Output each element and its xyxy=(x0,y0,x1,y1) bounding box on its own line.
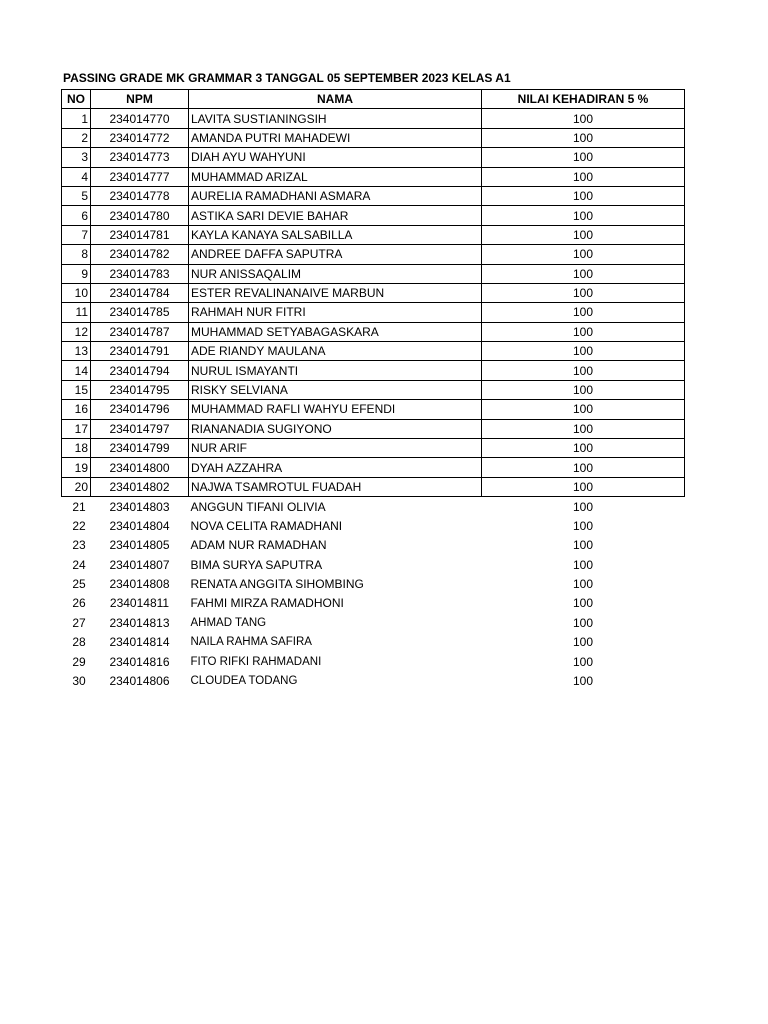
cell-nilai: 100 xyxy=(482,361,685,380)
cell-no: 24 xyxy=(72,557,86,572)
cell-nama: ADAM NUR RAMADHAN xyxy=(190,538,327,553)
cell-nilai: 100 xyxy=(572,673,594,688)
table-row xyxy=(62,652,685,671)
table-row xyxy=(62,303,685,322)
cell-no: 14 xyxy=(62,361,91,380)
table-row xyxy=(62,439,685,458)
cell-no: 10 xyxy=(62,283,91,302)
table-row xyxy=(62,342,685,361)
cell-npm: 234014811 xyxy=(109,596,170,611)
cell-no: 23 xyxy=(72,538,86,553)
cell-nama: ASTIKA SARI DEVIE BAHAR xyxy=(189,206,482,225)
cell-nama: LAVITA SUSTIANINGSIH xyxy=(189,109,482,128)
cell-no: 18 xyxy=(62,439,91,458)
table-row xyxy=(62,167,685,186)
table-row xyxy=(62,186,685,205)
cell-nilai: 100 xyxy=(572,635,594,650)
cell-npm: 234014785 xyxy=(91,303,189,322)
cell-nilai: 100 xyxy=(482,477,685,496)
cell-nilai: 100 xyxy=(482,342,685,361)
cell-nilai: 100 xyxy=(482,380,685,399)
cell-nama: RENATA ANGGITA SIHOMBING xyxy=(190,576,364,591)
cell-npm: 234014791 xyxy=(91,342,189,361)
cell-npm: 234014805 xyxy=(109,538,170,553)
cell-nama: RAHMAH NUR FITRI xyxy=(189,303,482,322)
cell-no: 13 xyxy=(62,342,91,361)
table-row xyxy=(62,361,685,380)
table-row xyxy=(62,245,685,264)
cell-npm: 234014799 xyxy=(91,439,189,458)
cell-no: 9 xyxy=(62,264,91,283)
cell-nilai: 100 xyxy=(482,283,685,302)
table-row xyxy=(62,322,685,341)
cell-nilai: 100 xyxy=(482,225,685,244)
page-title: PASSING GRADE MK GRAMMAR 3 TANGGAL 05 SEPTEMBER 2023 KELAS A1 xyxy=(63,71,511,85)
table-row xyxy=(62,497,685,516)
table-row xyxy=(62,671,685,690)
cell-no: 1 xyxy=(62,109,91,128)
cell-no: 17 xyxy=(62,419,91,438)
cell-npm: 234014808 xyxy=(109,576,170,591)
cell-nama: NUR ANISSAQALIM xyxy=(189,264,482,283)
table-row xyxy=(62,632,685,651)
cell-no: 15 xyxy=(62,380,91,399)
cell-no: 30 xyxy=(72,673,86,688)
cell-nama: AURELIA RAMADHANI ASMARA xyxy=(189,186,482,205)
cell-npm: 234014770 xyxy=(91,109,189,128)
cell-no: 25 xyxy=(72,576,86,591)
table-row xyxy=(62,419,685,438)
header-nilai: NILAI KEHADIRAN 5 % xyxy=(482,90,685,109)
cell-nama: MUHAMMAD SETYABAGASKARA xyxy=(189,322,482,341)
cell-nama: ESTER REVALINANAIVE MARBUN xyxy=(189,283,482,302)
table-row xyxy=(62,555,685,574)
cell-nama: ADE RIANDY MAULANA xyxy=(189,342,482,361)
header-no: NO xyxy=(62,90,91,109)
cell-nama: NAILA RAHMA SAFIRA xyxy=(190,636,312,649)
cell-nama: NAJWA TSAMROTUL FUADAH xyxy=(189,477,482,496)
cell-nama: NUR ARIF xyxy=(189,439,482,458)
table-row xyxy=(62,206,685,225)
cell-nama: KAYLA KANAYA SALSABILLA xyxy=(189,225,482,244)
cell-npm: 234014796 xyxy=(91,400,189,419)
header-nama: NAMA xyxy=(189,90,482,109)
cell-nilai: 100 xyxy=(482,109,685,128)
cell-nilai: 100 xyxy=(572,576,594,591)
table-row xyxy=(62,283,685,302)
cell-nilai: 100 xyxy=(572,538,594,553)
cell-no: 26 xyxy=(72,596,86,611)
table-header-row xyxy=(62,90,685,109)
cell-no: 5 xyxy=(62,186,91,205)
cell-no: 28 xyxy=(72,635,86,650)
cell-nama: MUHAMMAD ARIZAL xyxy=(189,167,482,186)
cell-nama: FAHMI MIRZA RAMADHONI xyxy=(190,596,344,611)
cell-no: 20 xyxy=(62,477,91,496)
cell-nama: ANDREE DAFFA SAPUTRA xyxy=(189,245,482,264)
cell-npm: 234014783 xyxy=(91,264,189,283)
cell-nilai: 100 xyxy=(572,596,594,611)
cell-npm: 234014804 xyxy=(109,518,170,533)
cell-npm: 234014794 xyxy=(91,361,189,380)
cell-nilai: 100 xyxy=(482,322,685,341)
cell-no: 8 xyxy=(62,245,91,264)
cell-nama: MUHAMMAD RAFLI WAHYU EFENDI xyxy=(189,400,482,419)
table-row xyxy=(62,109,685,128)
cell-nama: AHMAD TANG xyxy=(190,616,267,629)
cell-nama: RISKY SELVIANA xyxy=(189,380,482,399)
cell-nama: NURUL ISMAYANTI xyxy=(189,361,482,380)
header-npm: NPM xyxy=(91,90,189,109)
cell-npm: 234014780 xyxy=(91,206,189,225)
cell-npm: 234014807 xyxy=(109,557,170,572)
cell-no: 27 xyxy=(72,615,86,630)
cell-npm: 234014777 xyxy=(91,167,189,186)
table-body xyxy=(62,109,685,691)
table-row xyxy=(62,458,685,477)
cell-no: 7 xyxy=(62,225,91,244)
cell-no: 6 xyxy=(62,206,91,225)
cell-nilai: 100 xyxy=(482,186,685,205)
cell-nilai: 100 xyxy=(572,615,594,630)
table-row xyxy=(62,516,685,535)
cell-nama: AMANDA PUTRI MAHADEWI xyxy=(189,128,482,147)
table-row xyxy=(62,613,685,632)
cell-npm: 234014795 xyxy=(91,380,189,399)
cell-nama: CLOUDEA TODANG xyxy=(190,674,298,687)
cell-npm: 234014816 xyxy=(109,654,170,669)
cell-nama: RIANANADIA SUGIYONO xyxy=(189,419,482,438)
table-row xyxy=(62,477,685,496)
cell-npm: 234014802 xyxy=(91,477,189,496)
cell-nilai: 100 xyxy=(482,439,685,458)
cell-npm: 234014781 xyxy=(91,225,189,244)
cell-nilai: 100 xyxy=(482,264,685,283)
table-row xyxy=(62,535,685,554)
cell-npm: 234014784 xyxy=(91,283,189,302)
cell-npm: 234014787 xyxy=(91,322,189,341)
grade-table xyxy=(61,89,685,691)
cell-npm: 234014772 xyxy=(91,128,189,147)
cell-no: 29 xyxy=(72,654,86,669)
cell-nama: ANGGUN TIFANI OLIVIA xyxy=(190,499,326,514)
cell-npm: 234014800 xyxy=(91,458,189,477)
cell-npm: 234014773 xyxy=(91,148,189,167)
cell-no: 4 xyxy=(62,167,91,186)
cell-nama: DYAH AZZAHRA xyxy=(189,458,482,477)
cell-nama: DIAH AYU WAHYUNI xyxy=(189,148,482,167)
cell-nilai: 100 xyxy=(482,148,685,167)
cell-nilai: 100 xyxy=(482,206,685,225)
cell-nilai: 100 xyxy=(572,499,594,514)
table-row xyxy=(62,380,685,399)
table-row xyxy=(62,400,685,419)
cell-npm: 234014813 xyxy=(109,615,170,630)
cell-nilai: 100 xyxy=(482,128,685,147)
cell-npm: 234014806 xyxy=(109,673,170,688)
table-row xyxy=(62,594,685,613)
table-row xyxy=(62,128,685,147)
cell-nama: BIMA SURYA SAPUTRA xyxy=(190,557,323,572)
cell-no: 12 xyxy=(62,322,91,341)
table-row xyxy=(62,225,685,244)
cell-nilai: 100 xyxy=(482,400,685,419)
cell-npm: 234014782 xyxy=(91,245,189,264)
cell-no: 19 xyxy=(62,458,91,477)
cell-nama: NOVA CELITA RAMADHANI xyxy=(190,518,343,533)
cell-no: 21 xyxy=(72,499,86,514)
cell-no: 2 xyxy=(62,128,91,147)
cell-npm: 234014814 xyxy=(109,635,170,650)
cell-nama: FITO RIFKI RAHMADANI xyxy=(190,655,322,668)
cell-no: 3 xyxy=(62,148,91,167)
cell-nilai: 100 xyxy=(482,419,685,438)
cell-nilai: 100 xyxy=(482,303,685,322)
cell-no: 16 xyxy=(62,400,91,419)
cell-nilai: 100 xyxy=(572,654,594,669)
cell-no: 22 xyxy=(72,518,86,533)
cell-nilai: 100 xyxy=(482,245,685,264)
cell-nilai: 100 xyxy=(572,518,594,533)
table-row xyxy=(62,148,685,167)
cell-npm: 234014797 xyxy=(91,419,189,438)
cell-nilai: 100 xyxy=(482,167,685,186)
cell-nilai: 100 xyxy=(572,557,594,572)
cell-no: 11 xyxy=(62,303,91,322)
cell-npm: 234014803 xyxy=(109,499,170,514)
table-row xyxy=(62,574,685,593)
table-row xyxy=(62,264,685,283)
cell-npm: 234014778 xyxy=(91,186,189,205)
cell-nilai: 100 xyxy=(482,458,685,477)
